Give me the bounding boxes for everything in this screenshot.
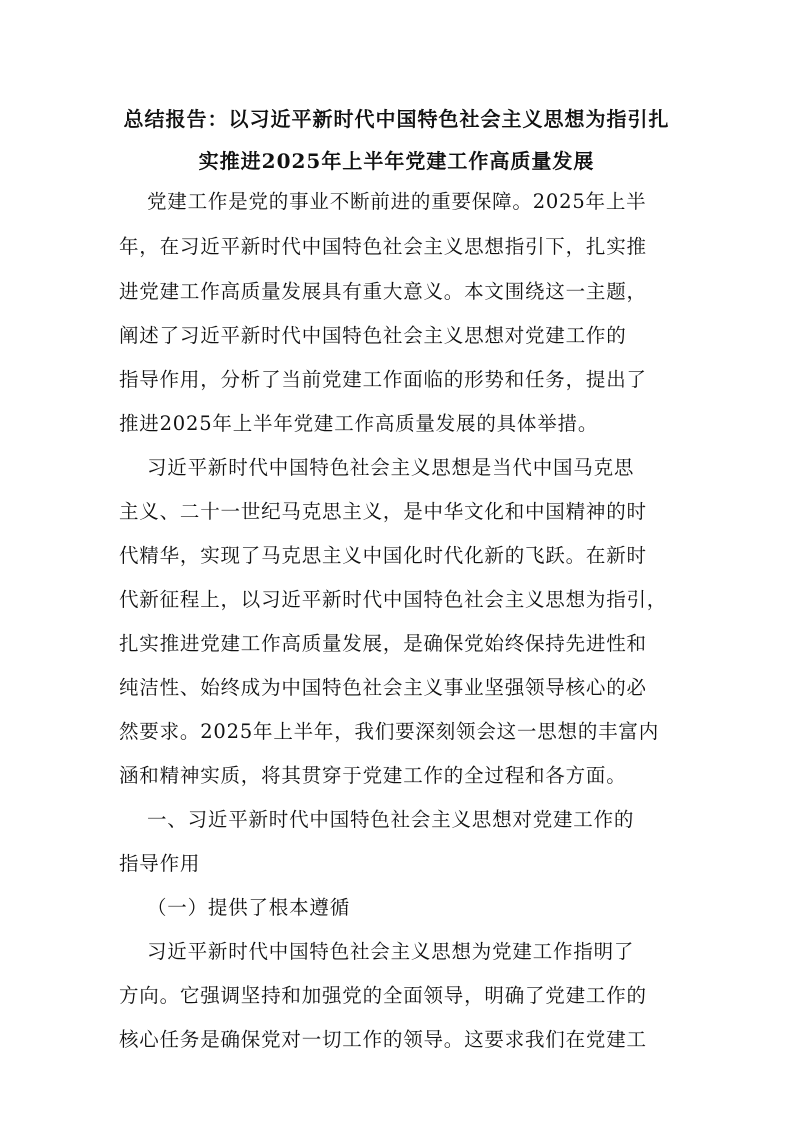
- body-text-line: 方向。它强调坚持和加强党的全面领导，明确了党建工作的: [119, 984, 647, 1007]
- body-text-line: 代精华，实现了马克思主义中国化时代化新的飞跃。在新时: [119, 544, 647, 567]
- body-text-line: 涵和精神实质，将其贯穿于党建工作的全过程和各方面。: [119, 764, 627, 787]
- document-title-line-1: 总结报告：以习近平新时代中国特色社会主义思想为指引扎: [123, 107, 670, 131]
- section-heading-line: 一、习近平新时代中国特色社会主义思想对党建工作的: [119, 808, 635, 831]
- body-text-line: 进党建工作高质量发展具有重大意义。本文围绕这一主题，: [119, 280, 647, 303]
- document-title-line-2: 实推进2025年上半年党建工作高质量发展: [198, 149, 595, 173]
- body-text-line: 阐述了习近平新时代中国特色社会主义思想对党建工作的: [119, 324, 627, 347]
- body-text-line: 指导作用，分析了当前党建工作面临的形势和任务，提出了: [119, 368, 647, 391]
- subsection-heading: （一）提供了根本遵循: [119, 896, 350, 919]
- body-text-line: 年，在习近平新时代中国特色社会主义思想指引下，扎实推: [119, 235, 647, 258]
- body-text-line: 代新征程上，以习近平新时代中国特色社会主义思想为指引，: [119, 588, 668, 611]
- section-heading-line: 指导作用: [119, 852, 201, 875]
- body-text-line: 纯洁性、始终成为中国特色社会主义事业坚强领导核心的必: [119, 676, 647, 699]
- body-text-line: 然要求。2025年上半年，我们要深刻领会这一思想的丰富内: [119, 720, 660, 743]
- body-text-line: 推进2025年上半年党建工作高质量发展的具体举措。: [119, 412, 599, 435]
- body-text-line: 扎实推进党建工作高质量发展，是确保党始终保持先进性和: [119, 632, 647, 655]
- body-text-line: 党建工作是党的事业不断前进的重要保障。2025年上半: [119, 190, 647, 213]
- body-text-line: 习近平新时代中国特色社会主义思想为党建工作指明了: [119, 940, 635, 963]
- body-text-line: 主义、二十一世纪马克思主义，是中华文化和中国精神的时: [119, 500, 647, 523]
- body-text-line: 习近平新时代中国特色社会主义思想是当代中国马克思: [119, 456, 635, 479]
- body-text-line: 核心任务是确保党对一切工作的领导。这要求我们在党建工: [119, 1028, 647, 1051]
